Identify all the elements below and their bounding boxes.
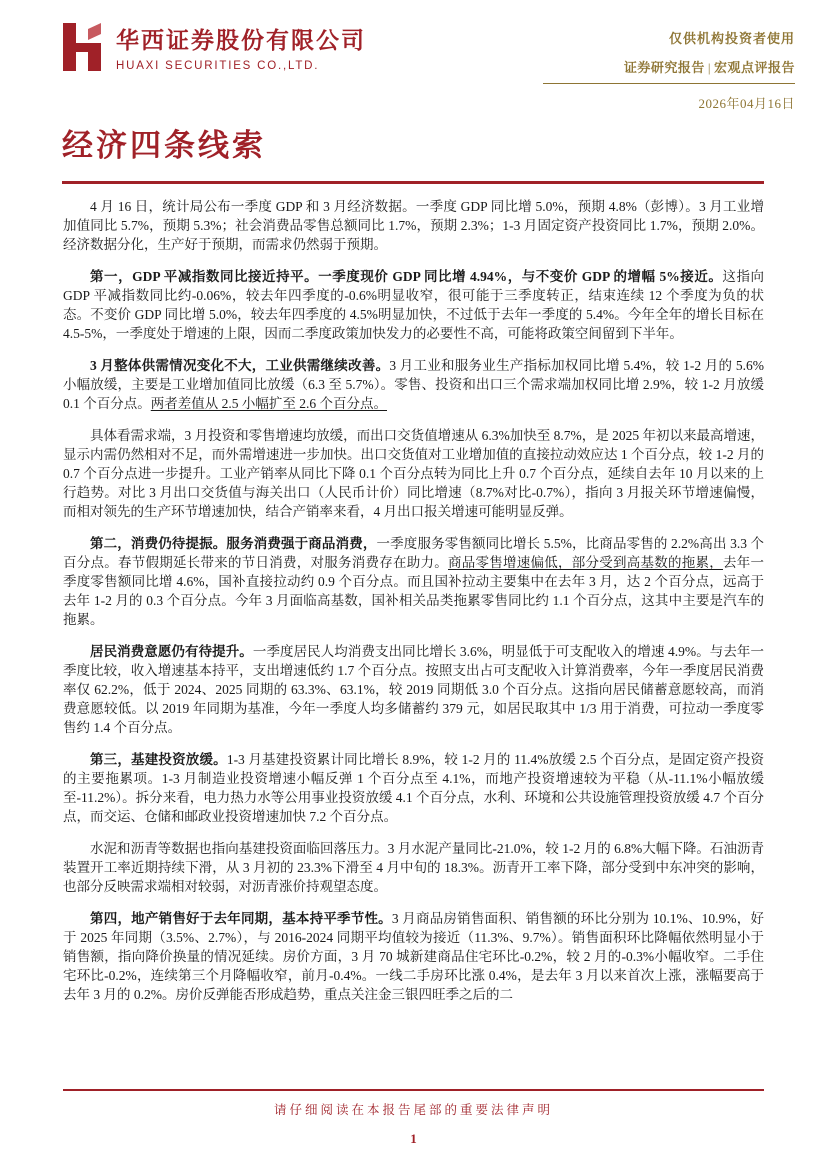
text-run: 3 月整体供需情况变化不大，工业供需继续改善。 <box>90 358 390 373</box>
text-run: 3 月工业和服务业生产指标加权同比增 5.4%，较 1-2 月的 5.6%小幅放缓，主要是工业增加值同比放缓（6.3 至 5.7%）。零售、投资和出口三个需求端加权同比增 2.9%，较 1-2 月放缓 0.1 个百分点。 <box>63 358 764 411</box>
text-run: 第四，地产销售好于去年同期，基本持平季节性。 <box>90 911 392 926</box>
report-category: 宏观点评报告 <box>713 60 795 75</box>
report-header <box>62 22 795 112</box>
report-type-badge <box>543 57 795 76</box>
paragraph <box>63 534 764 629</box>
company-name-cn: 华西证券股份有限公司 <box>116 28 366 53</box>
brand <box>62 22 366 72</box>
text-run: 1-3 月基建投资累计同比增长 8.9%，较 1-2 月的 11.4%放缓 2.5 个百分点，是固定资产投资的主要拖累项。1-3 月制造业投资增速小幅反弹 1 个百分点至 4.1%，而地产投资增速较为平稳（从-11.1%小幅放缓至-11.2%）。拆分来看，电力热力水等公用事业投资放缓 4.1 个百分点，水利、环境和公共设施管理投资放缓 4.7 个百分点，而交运、仓储和邮政业投资增速加快 7.2 个百分点。 <box>63 752 764 824</box>
text-run: 两者差值从 2.5 小幅扩至 2.6 个百分点。 <box>150 396 387 411</box>
huaxi-logo-icon <box>62 23 106 71</box>
audience-notice: 仅供机构投资者使用 <box>668 31 795 46</box>
text-run: 居民消费意愿仍有待提升。 <box>90 644 253 659</box>
report-meta <box>543 22 795 112</box>
text-run: 水泥和沥青等数据也指向基建投资面临回落压力。3 月水泥产量同比-21.0%，较 1-2 月的 6.8%大幅下降。石油沥青装置开工率近期持续下滑，从 3 月初的 23.3%下滑至 4 月中旬的 18.3%。沥青开工率下降，部分受到中东冲突的影响，也部分反映需求端相对较弱，对沥青涨价持观望态度。 <box>63 841 764 894</box>
text-run: 商品零售增速偏低，部分受到高基数的拖累， <box>448 555 723 570</box>
text-run: 第一，GDP 平减指数同比接近持平。一季度现价 GDP 同比增 4.94%，与不变价 GDP 的增幅 5%接近。 <box>90 269 723 284</box>
header-divider <box>543 83 795 84</box>
report-body <box>63 197 764 1079</box>
title-divider <box>62 181 764 184</box>
text-run: 3 月商品房销售面积、销售额的环比分别为 10.1%、10.9%，好于 2025 年同期（3.5%、2.7%），与 2016-2024 同期平均值较为接近（11.3%、9.7%）。销售面积环比降幅依然明显小于销售额，指向降价换量的情况延续。房价方面，3 月 70 城新建商品住宅环比-0.2%，较 2 月的-0.3%小幅收窄。二手住宅环比-0.2%，连续第三个月降幅收窄，前月-0.4%。一线二手房环比涨 0.4%，是去年 3 月以来首次上涨，涨幅要高于去年 3 月的 0.2%。房价反弹能否形成趋势，重点关注金三银四旺季之后的二 <box>63 911 764 1002</box>
text-run: 第二，消费仍待提振。服务消费强于商品消费， <box>90 536 377 551</box>
paragraph <box>63 909 764 1004</box>
text-run: 这指向 GDP 平减指数同比约-0.06%，较去年四季度的-0.6%明显收窄，很可能于三季度转正，结束连续 12 个季度为负的状态。不变价 GDP 同比增 5.0%，较去年四季度的 4.5%明显加快，不过低于去年一季度的 5.4%。今年全年的增长目标在 4.5-5%，一季度处于增速的上限，因而二季度政策加快发力的必要性不高，可能将政策空间留到下半年。 <box>63 269 764 341</box>
brand-text <box>116 22 366 72</box>
report-footer <box>63 1089 764 1147</box>
badge-separator: | <box>707 60 711 75</box>
paragraph <box>63 356 764 413</box>
paragraph <box>63 197 764 254</box>
paragraph <box>63 750 764 826</box>
report-date: 2026年04月16日 <box>698 96 795 111</box>
paragraph <box>63 426 764 521</box>
text-run: 一季度居民人均消费支出同比增长 3.6%，明显低于可支配收入的增速 4.9%。与去年一季度比较，收入增速基本持平，支出增速低约 1.7 个百分点。按照支出占可支配收入计算消费率，今年一季度居民消费率仅 62.2%，低于 2024、2025 同期的 63.3%、63.1%，较 2019 同期低 3.0 个百分点。这指向居民储蓄意愿较高，而消费意愿较低。以 2019 年同期为基准，今年一季度人均多储蓄约 379 元，如居民取其中 1/3 用于消费，可拉动一季度零售约 1.4 个百分点。 <box>63 644 764 735</box>
legal-disclaimer: 请仔细阅读在本报告尾部的重要法律声明 <box>273 1103 553 1117</box>
paragraph <box>63 267 764 343</box>
report-series: 证券研究报告 <box>623 60 705 75</box>
report-title: 经济四条线索 <box>62 128 266 163</box>
text-run: 一季度服务零售额同比增长 5.5%，比商品零售的 2.2%高出 3.3 个百分点。春节假期延长带来的节日消费，对服务消费存在助力。 <box>63 536 764 570</box>
text-run: 具体看需求端，3 月投资和零售增速均放缓，而出口交货值增速从 6.3%加快至 8.7%，是 2025 年初以来最高增速，显示内需仍然相对不足，而外需增速进一步加快。出口交货值对工业增加值的直接拉动效应达 1 个百分点，较 1-2 月的 0.7 个百分点进一步提升。工业产销率从同比下降 0.1 个百分点转为同比上升 0.7 个百分点，延续自去年 10 月以来的上行趋势。对比 3 月出口交货值与海关出口（人民币计价）同比增速（8.7%对比-0.7%），指向 3 月报关环节增速偏慢，而相对领先的生产环节增速加快，结合产销率来看，4 月出口报关增速可能明显反弹。 <box>63 428 764 519</box>
page-number: 1 <box>410 1131 417 1146</box>
paragraph <box>63 839 764 896</box>
footer-divider <box>63 1089 764 1091</box>
company-name-en: HUAXI SECURITIES CO.,LTD. <box>116 60 320 72</box>
text-run: 去年一季度零售额同比增 4.6%，国补直接拉动约 0.9 个百分点。而且国补拉动主要集中在去年 3 月，达 2 个百分点，远高于去年 1-2 月的 0.3 个百分点。今年 3 月面临高基数，国补相关品类拖累零售同比约 1.1 个百分点，这其中主要是汽车的拖累。 <box>63 555 764 627</box>
paragraph <box>63 642 764 737</box>
text-run: 4 月 16 日，统计局公布一季度 GDP 和 3 月经济数据。一季度 GDP 同比增 5.0%，预期 4.8%（彭博）。3 月工业增加值同比 5.7%，预期 5.3%；社会消费品零售总额同比 1.7%，预期 2.3%；1-3 月固定资产投资同比 1.7%，预期 2.0%。经济数据分化，生产好于预期，而需求仍然弱于预期。 <box>63 199 764 252</box>
text-run: 第三，基建投资放缓。 <box>90 752 227 767</box>
